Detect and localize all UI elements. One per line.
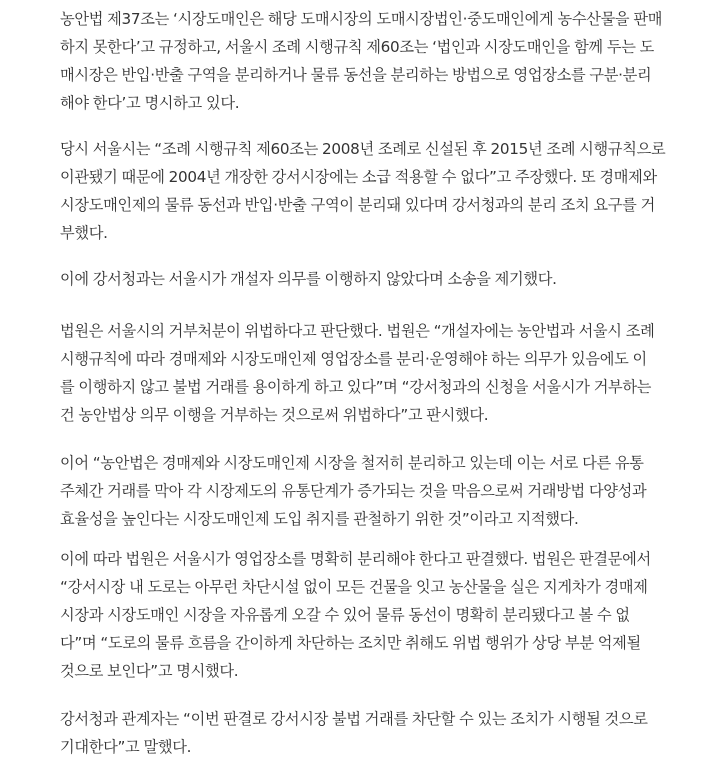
- paragraph-6: [60, 545, 700, 685]
- text-line: 건 농안법상 의무 이행을 거부하는 것으로써 위법하다”고 판시했다.: [60, 406, 489, 424]
- text-line: 당시 서울시는 “조례 시행규칙 제60조는 2008년 조례로 신설된 후 2015년 조례 시행규칙으로: [60, 140, 666, 158]
- text-line: 시장과 시장도매인 시장을 자유롭게 오갈 수 있어 물류 동선이 명확히 분리됐다고 볼 수 없: [60, 606, 630, 624]
- paragraph-7: [60, 705, 700, 761]
- paragraph-3: [60, 265, 700, 293]
- text-line: 를 이행하지 않고 불법 거래를 용이하게 하고 있다”며 “강서청과의 신청을 서울시가 거부하는: [60, 378, 652, 396]
- text-line: 이에 따라 법원은 서울시가 영업장소를 명확히 분리해야 한다고 판결했다. 법원은 판결문에서: [60, 550, 651, 568]
- paragraph-2: [60, 135, 700, 247]
- text-line: 주체간 거래를 막아 각 시장제도의 유통단계가 증가되는 것을 막음으로써 거래방법 다양성과: [60, 482, 647, 500]
- text-line: 시장도매인제의 물류 동선과 반입·반출 구역이 분리돼 있다며 강서청과의 분리 조치 요구를 거: [60, 196, 655, 214]
- text-line: 해야 한다’고 명시하고 있다.: [60, 94, 240, 112]
- text-line: 법원은 서울시의 거부처분이 위법하다고 판단했다. 법원은 “개설자에는 농안법과 서울시 조례: [60, 322, 655, 340]
- text-line: 부했다.: [60, 224, 108, 242]
- text-line: 이어 “농안법은 경매제와 시장도매인제 시장을 철저히 분리하고 있는데 이는 서로 다른 유통: [60, 454, 644, 472]
- text-line: 하지 못한다’고 규정하고, 서울시 조례 시행규칙 제60조는 ‘법인과 시장도매인을 함께 두는 도: [60, 38, 654, 56]
- text-line: 기대한다”고 말했다.: [60, 738, 192, 756]
- text-line: 것으로 보인다”고 명시했다.: [60, 662, 239, 680]
- paragraph-1: [60, 5, 700, 117]
- text-line: 이관됐기 때문에 2004년 개장한 강서시장에는 소급 적용할 수 없다”고 주장했다. 또 경매제와: [60, 168, 657, 186]
- text-line: 강서청과 관계자는 “이번 판결로 강서시장 불법 거래를 차단할 수 있는 조치가 시행될 것으로: [60, 710, 648, 728]
- paragraph-5: [60, 449, 700, 533]
- text-line: 시행규칙에 따라 경매제와 시장도매인제 영업장소를 분리·운영해야 하는 의무가 있음에도 이: [60, 350, 647, 368]
- text-line: “강서시장 내 도로는 아무런 차단시설 없이 모든 건물을 잇고 농산물을 실은 지게차가 경매제: [60, 578, 648, 596]
- text-line: 농안법 제37조는 ‘시장도매인은 해당 도매시장의 도매시장법인·중도매인에게 농수산물을 판매: [60, 10, 663, 28]
- text-line: 효율성을 높인다는 시장도매인제 도입 취지를 관철하기 위한 것”이라고 지적했다.: [60, 510, 579, 528]
- text-line: 이에 강서청과는 서울시가 개설자 의무를 이행하지 않았다며 소송을 제기했다.: [60, 270, 557, 288]
- text-line: 다”며 “도로의 물류 흐름을 간이하게 차단하는 조치만 취해도 위법 행위가 상당 부분 억제될: [60, 634, 641, 652]
- paragraph-4: [60, 317, 700, 429]
- text-line: 매시장은 반입·반출 구역을 분리하거나 물류 동선을 분리하는 방법으로 영업장소를 구분·분리: [60, 66, 652, 84]
